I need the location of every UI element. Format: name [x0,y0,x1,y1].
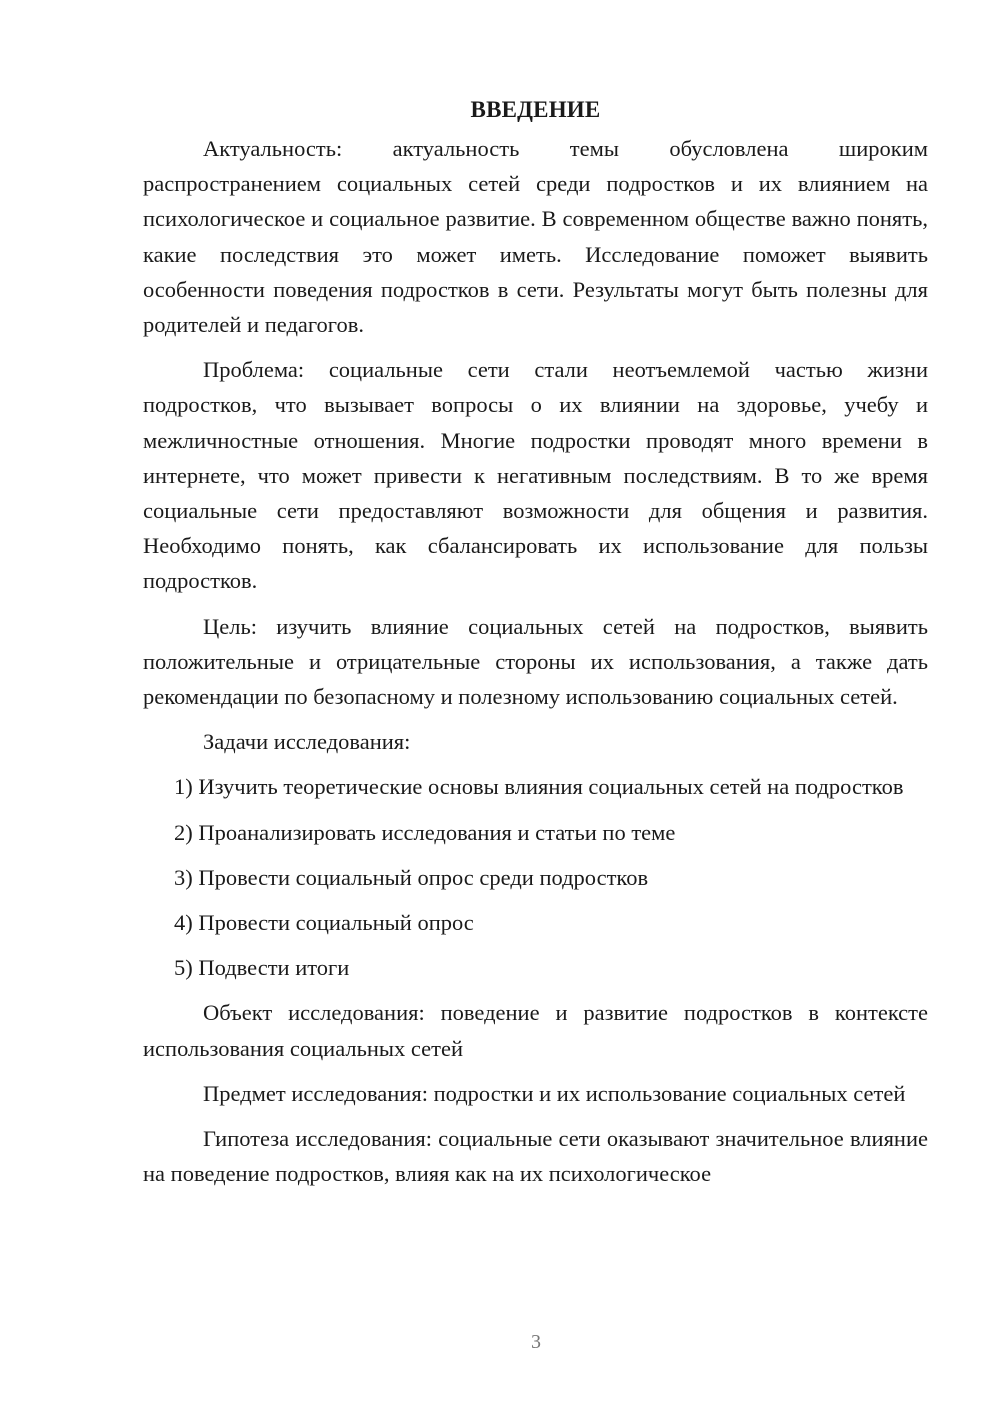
paragraph-goal: Цель: изучить влияние социальных сетей на подростков, выявить положительные и отрицательные стороны их использования, а также дать рекомендации по безопасному и полезному использованию социальных сетей. [143,613,928,710]
paragraph-hypothesis: Гипотеза исследования: социальные сети оказывают значительное влияние на поведение подростков, влияя как на их психологическое [143,1126,928,1187]
page-number: 3 [531,1331,541,1353]
task-item-5: 5) Подвести итоги [174,955,350,981]
page-title: ВВЕДЕНИЕ [470,97,601,122]
document-page [143,92,928,1201]
task-item-1: 1) Изучить теоретические основы влияния социальных сетей на подростков [174,774,904,800]
tasks-heading: Задачи исследования: [203,729,411,755]
paragraph-problem: Проблема: социальные сети стали неотъемлемой частью жизни подростков, что вызывает вопросы о их влиянии на здоровье, учебу и межличностные отношения. Многие подростки проводят много времени в интернете, что может привести к негативным последствиям. В то же время социальные сети предоставляют возможности для общения и развития. Необходимо понять, как сбалансировать их использование для пользы подростков. [143,357,928,594]
paragraph-relevance: Актуальность: актуальность темы обусловлена широким распространением социальных сетей среди подростков и их влиянием на психологическое и социальное развитие. В современном обществе важно понять, какие последствия это может иметь. Исследование поможет выявить особенности поведения подростков в сети. Результаты могут быть полезны для родителей и педагогов. [143,136,928,338]
paragraph-object: Объект исследования: поведение и развитие подростков в контексте использования социальных сетей [143,1000,928,1061]
task-item-2: 2) Проанализировать исследования и статьи по теме [174,819,676,845]
task-item-4: 4) Провести социальный опрос [174,910,474,936]
paragraph-subject: Предмет исследования: подростки и их использование социальных сетей [203,1080,906,1106]
task-item-3: 3) Провести социальный опрос среди подростков [174,864,649,890]
